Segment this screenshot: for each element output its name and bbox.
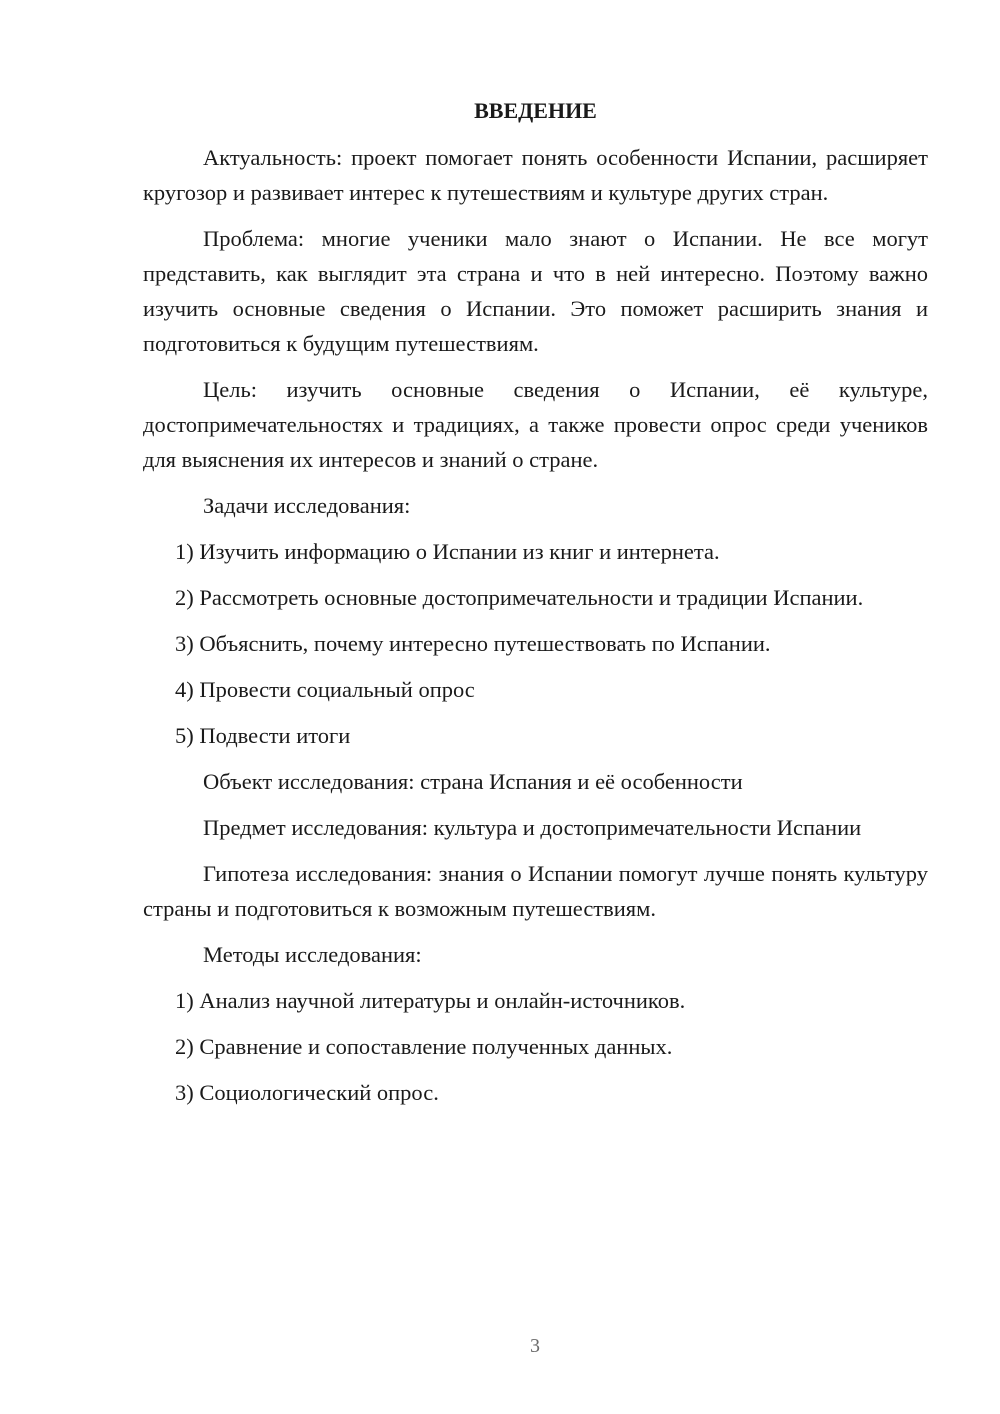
methods-heading: Методы исследования: bbox=[203, 942, 422, 967]
task-item-5: 5) Подвести итоги bbox=[175, 723, 351, 748]
section-title: ВВЕДЕНИЕ bbox=[474, 98, 597, 123]
subject-paragraph: Предмет исследования: культура и достопримечательности Испании bbox=[203, 815, 862, 840]
page-number: 3 bbox=[530, 1335, 540, 1357]
document-body bbox=[143, 95, 928, 1121]
tasks-heading: Задачи исследования: bbox=[203, 493, 411, 518]
hypothesis-paragraph: Гипотеза исследования: знания о Испании помогут лучше понять культуру страны и подготовиться к возможным путешествиям. bbox=[143, 861, 928, 921]
problem-paragraph: Проблема: многие ученики мало знают о Испании. Не все могут представить, как выглядит эта страна и что в ней интересно. Поэтому важно изучить основные сведения о Испании. Это поможет расширить знания и подготовиться к будущим путешествиям. bbox=[143, 226, 928, 356]
method-item-1: 1) Анализ научной литературы и онлайн-источников. bbox=[175, 988, 686, 1013]
method-item-3: 3) Социологический опрос. bbox=[175, 1080, 439, 1105]
goal-paragraph: Цель: изучить основные сведения о Испании, её культуре, достопримечательностях и традициях, а также провести опрос среди учеников для выяснения их интересов и знаний о стране. bbox=[143, 377, 928, 472]
task-item-2: 2) Рассмотреть основные достопримечательности и традиции Испании. bbox=[175, 585, 864, 610]
method-item-2: 2) Сравнение и сопоставление полученных данных. bbox=[175, 1034, 673, 1059]
task-item-1: 1) Изучить информацию о Испании из книг и интернета. bbox=[175, 539, 720, 564]
object-paragraph: Объект исследования: страна Испания и её особенности bbox=[203, 769, 743, 794]
task-item-4: 4) Провести социальный опрос bbox=[175, 677, 475, 702]
task-item-3: 3) Объяснить, почему интересно путешествовать по Испании. bbox=[175, 631, 771, 656]
relevance-paragraph: Актуальность: проект помогает понять особенности Испании, расширяет кругозор и развивает интерес к путешествиям и культуре других стран. bbox=[143, 145, 928, 205]
